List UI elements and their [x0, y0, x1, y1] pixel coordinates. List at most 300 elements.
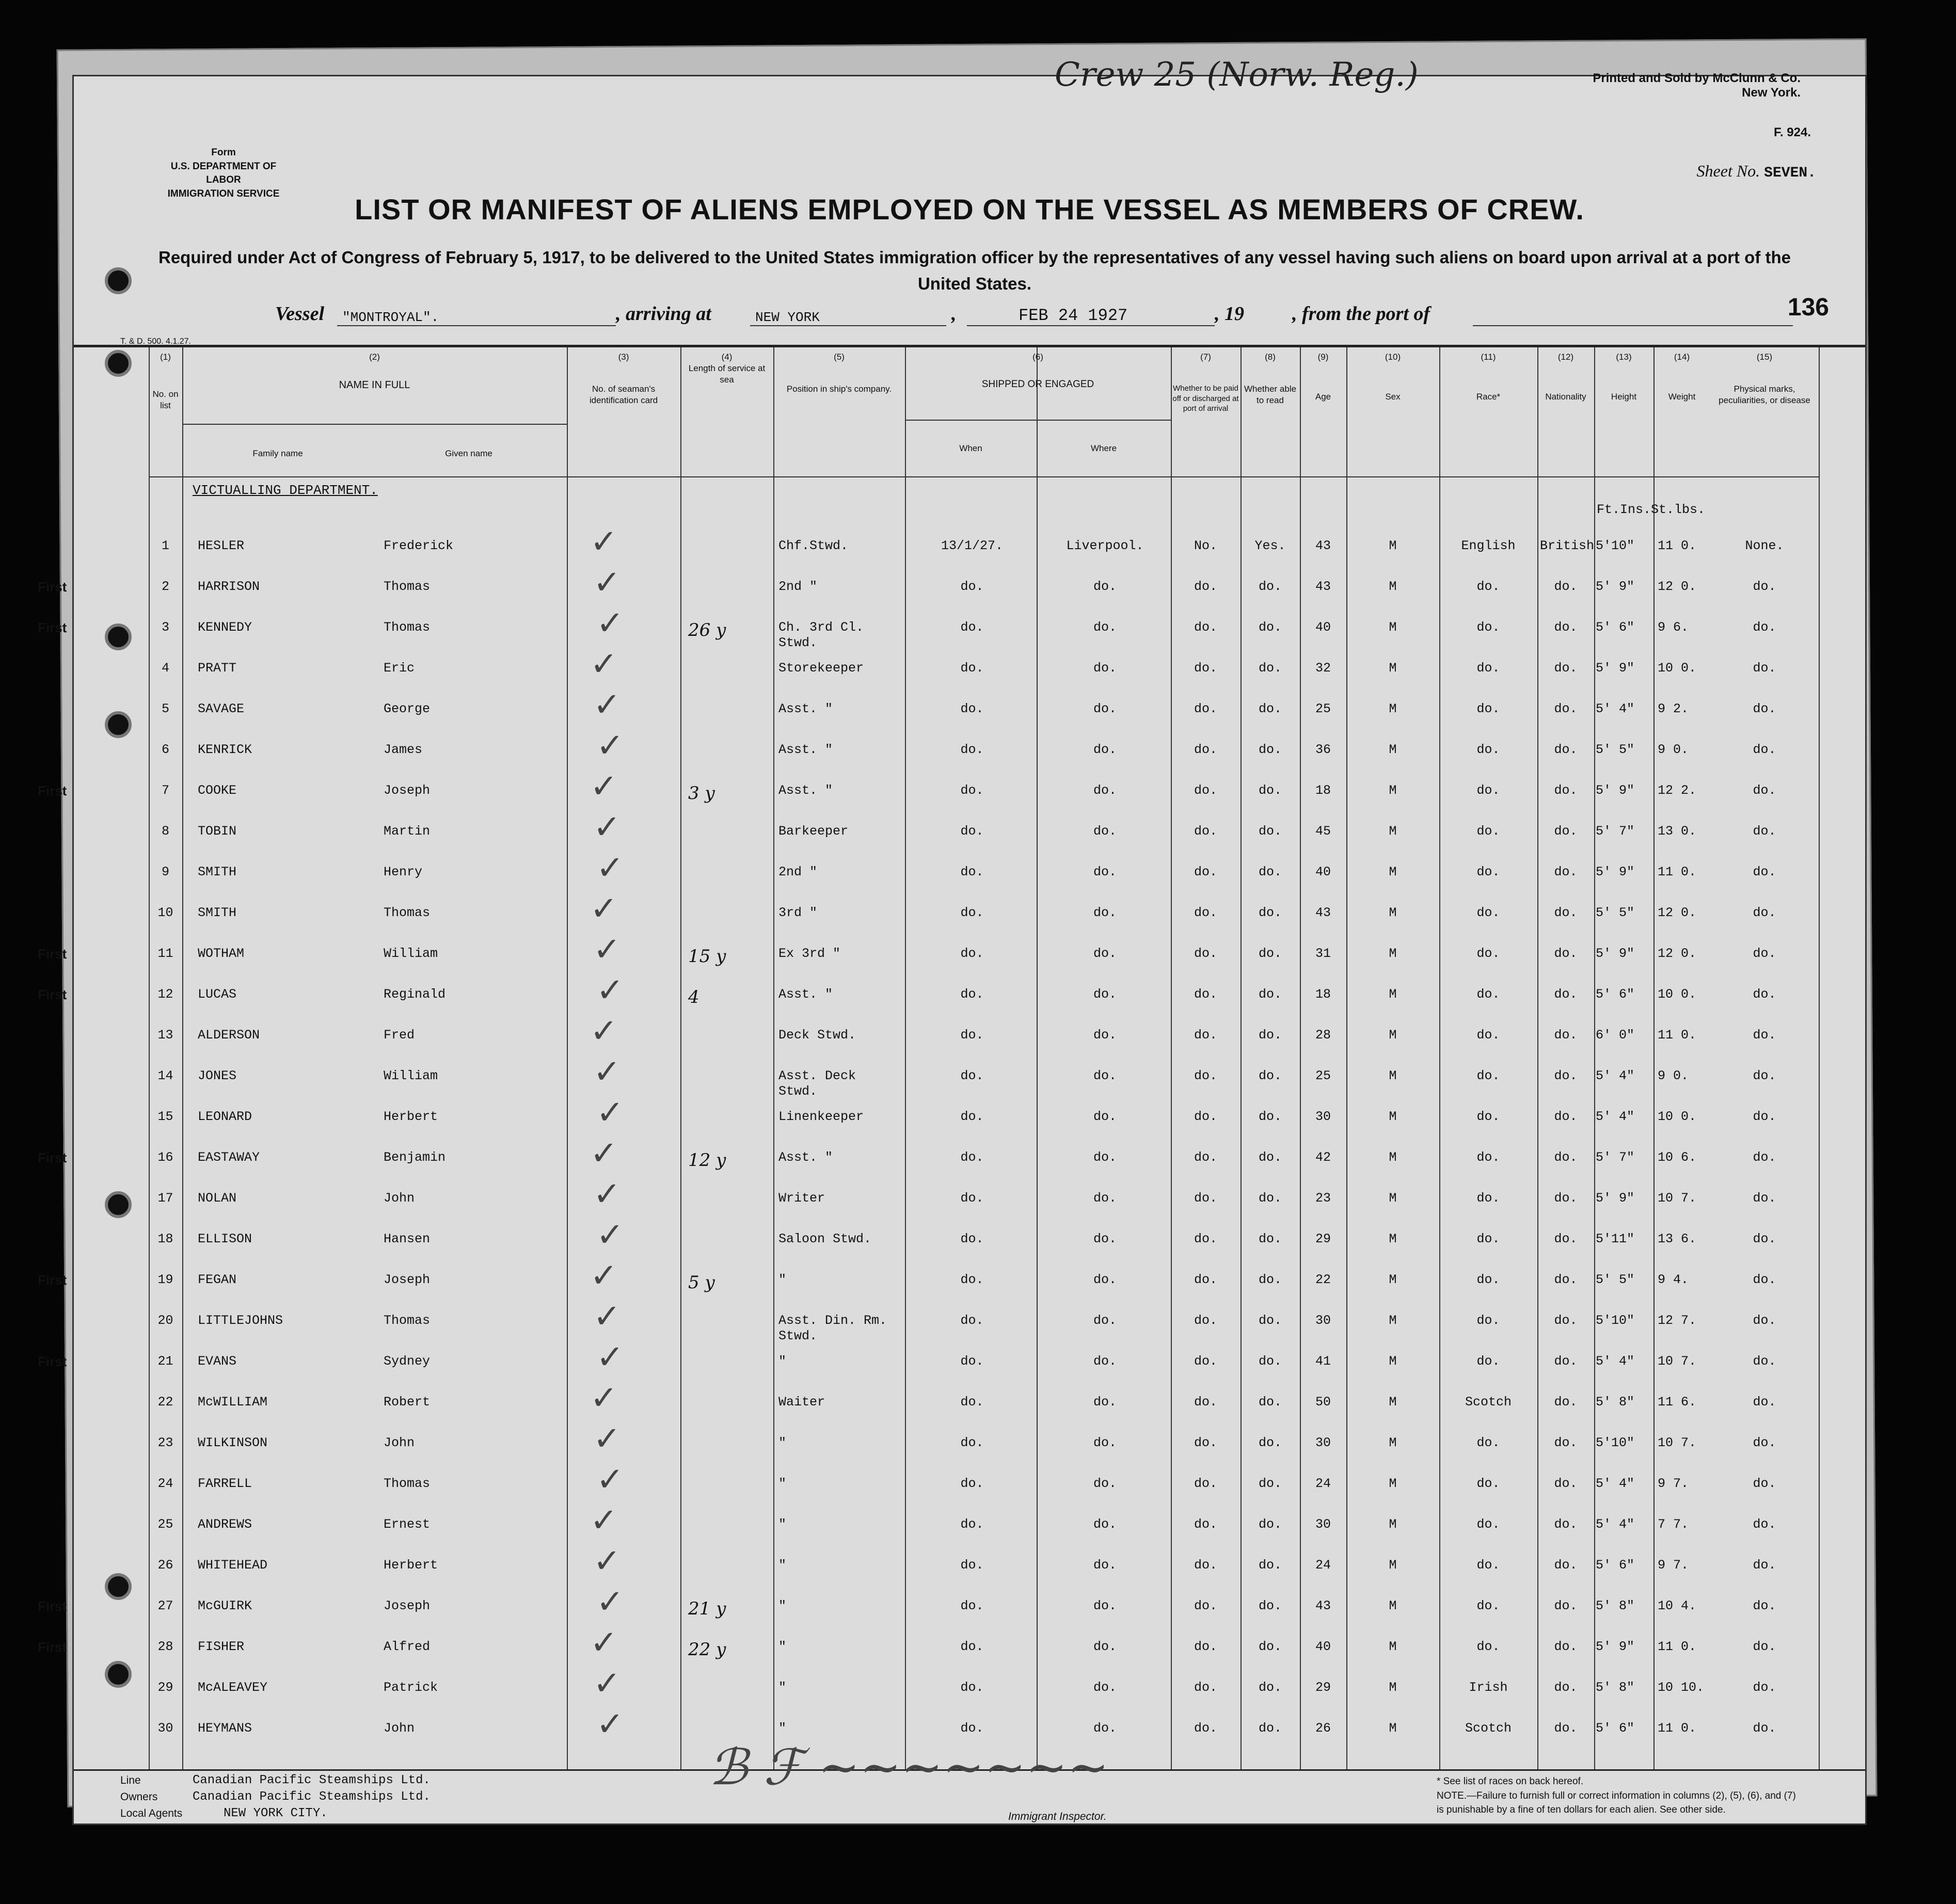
cell-note: First [38, 620, 67, 635]
cell-weight: 9 0. [1658, 742, 1689, 757]
cell-marks: do. [1753, 1639, 1776, 1654]
cell-marks: do. [1753, 1435, 1776, 1450]
cell-marks: do. [1753, 905, 1776, 920]
cell-read: do. [1258, 1028, 1282, 1043]
cell-race: do. [1476, 1272, 1500, 1287]
cell-no: 8 [161, 824, 169, 839]
cell-given: Thomas [384, 579, 431, 594]
table-row [74, 1420, 1865, 1458]
cell-given: Hansen [384, 1231, 431, 1246]
cell-family: ELLISON [198, 1231, 252, 1246]
cell-when: do. [960, 620, 984, 635]
cell-where: do. [1093, 701, 1117, 716]
cell-family: LEONARD [198, 1109, 252, 1124]
cell-where: do. [1093, 579, 1117, 594]
cell-note: First [38, 1598, 67, 1614]
cell-sex: M [1389, 579, 1397, 594]
cell-read: do. [1258, 1476, 1282, 1491]
check-mark-icon: ✓ [590, 1624, 618, 1662]
cell-marks: do. [1753, 620, 1776, 635]
cell-given: John [384, 1721, 415, 1736]
cell-nationality: do. [1554, 661, 1578, 676]
cell-when: do. [960, 987, 984, 1002]
cell-race: do. [1476, 865, 1500, 879]
cell-where: do. [1093, 1435, 1117, 1450]
cell-position: " [778, 1680, 787, 1695]
cell-age: 26 [1315, 1721, 1331, 1736]
cell-note: First [38, 1639, 67, 1655]
cell-paid: do. [1194, 1395, 1217, 1410]
cell-position: 3rd " [778, 905, 818, 920]
table-row [74, 1012, 1865, 1050]
col-shipped-header: (6) SHIPPED OR ENGAGED [981, 352, 1094, 390]
cell-height: 5' 6" [1596, 1558, 1635, 1573]
cell-marks: do. [1753, 783, 1776, 798]
cell-age: 40 [1315, 1639, 1331, 1654]
cell-read: do. [1258, 946, 1282, 961]
cell-weight: 12 7. [1658, 1313, 1697, 1328]
cell-read: do. [1258, 742, 1282, 757]
cell-marks: do. [1753, 1028, 1776, 1043]
cell-no: 21 [157, 1354, 173, 1369]
cell-nationality: do. [1554, 1150, 1578, 1165]
cell-no: 22 [157, 1395, 173, 1410]
cell-sex: M [1389, 1272, 1397, 1287]
cell-age: 43 [1315, 538, 1331, 553]
cell-read: do. [1258, 1313, 1282, 1328]
cell-where: do. [1093, 1028, 1117, 1043]
cell-race: do. [1476, 1191, 1500, 1206]
cell-family: JONES [198, 1068, 237, 1083]
cell-height: 5' 4" [1596, 1517, 1635, 1532]
cell-paid: do. [1194, 824, 1217, 839]
sheet-number: Sheet No. SEVEN. [1696, 162, 1816, 181]
cell-when: do. [960, 1598, 984, 1613]
date-stamp: FEB 24 1927 [1019, 306, 1128, 325]
cell-sex: M [1389, 701, 1397, 716]
cell-where: Liverpool. [1066, 538, 1144, 553]
cell-weight: 10 7. [1658, 1191, 1697, 1206]
cell-weight: 9 0. [1658, 1068, 1689, 1083]
cell-height: 5' 7" [1596, 824, 1635, 839]
cell-paid: do. [1194, 1639, 1217, 1654]
cell-weight: 11 0. [1658, 538, 1697, 553]
col-id-card-header: (3) No. of seaman's identification card [589, 352, 658, 406]
table-row [74, 890, 1865, 928]
cell-family: SMITH [198, 905, 237, 920]
cell-position: Writer [778, 1191, 825, 1206]
cell-family: FARRELL [198, 1476, 252, 1491]
owners-value: Canadian Pacific Steamships Ltd. [193, 1790, 431, 1804]
cell-no: 20 [157, 1313, 173, 1328]
cell-no: 26 [157, 1558, 173, 1573]
cell-family: WOTHAM [198, 946, 245, 961]
cell-read: do. [1258, 620, 1282, 635]
cell-sex: M [1389, 783, 1397, 798]
cell-no: 17 [157, 1191, 173, 1206]
cell-position: Asst. Din. Rm. Stwd. [778, 1313, 887, 1343]
check-mark-icon: ✓ [590, 1501, 618, 1540]
cell-no: 18 [157, 1231, 173, 1246]
check-mark-icon: ✓ [590, 1012, 618, 1050]
cell-when: do. [960, 905, 984, 920]
cell-when: do. [960, 661, 984, 676]
check-mark-icon: ✓ [590, 767, 618, 806]
table-row [74, 1094, 1865, 1132]
cell-family: McALEAVEY [198, 1680, 268, 1695]
cell-given: Herbert [384, 1109, 438, 1124]
cell-paid: do. [1194, 742, 1217, 757]
cell-where: do. [1093, 620, 1117, 635]
cell-position: Deck Stwd. [778, 1028, 856, 1043]
cell-no: 27 [157, 1598, 173, 1613]
cell-nationality: do. [1554, 905, 1578, 920]
cell-when: do. [960, 1558, 984, 1573]
cell-paid: do. [1194, 1068, 1217, 1083]
col-no-header: (1) No. on list [152, 352, 179, 411]
cell-race: do. [1476, 987, 1500, 1002]
cell-height: 5' 6" [1596, 620, 1635, 635]
cell-when: do. [960, 1068, 984, 1083]
cell-age: 24 [1315, 1476, 1331, 1491]
cell-family: ANDREWS [198, 1517, 252, 1532]
cell-given: Thomas [384, 1476, 431, 1491]
cell-race: do. [1476, 905, 1500, 920]
cell-nationality: do. [1554, 1639, 1578, 1654]
cell-family: HEYMANS [198, 1721, 252, 1736]
cell-read: do. [1258, 661, 1282, 676]
cell-marks: do. [1753, 824, 1776, 839]
cell-height: 5'10" [1596, 1313, 1635, 1328]
cell-read: do. [1258, 1272, 1282, 1287]
cell-weight: 11 6. [1658, 1395, 1697, 1410]
td-code: T. & D. 500. 4.1.27. [120, 337, 191, 346]
col-race-header: (11) Race* [1476, 352, 1501, 402]
cell-read: do. [1258, 1150, 1282, 1165]
cell-family: HESLER [198, 538, 245, 553]
cell-position: Waiter [778, 1395, 825, 1410]
cell-age: 43 [1315, 1598, 1331, 1613]
check-mark-icon: ✓ [590, 1257, 618, 1295]
cell-height: 5' 5" [1596, 905, 1635, 920]
cell-sex: M [1389, 1109, 1397, 1124]
cell-weight: 12 2. [1658, 783, 1697, 798]
col-read-header: (8) Whether able to read [1244, 352, 1297, 406]
cell-where: do. [1093, 946, 1117, 961]
cell-age: 18 [1315, 987, 1331, 1002]
cell-marks: do. [1753, 1272, 1776, 1287]
cell-sex: M [1389, 742, 1397, 757]
cell-height: 5' 4" [1596, 1354, 1635, 1369]
cell-paid: do. [1194, 905, 1217, 920]
cell-sex: M [1389, 1721, 1397, 1736]
cell-sex: M [1389, 905, 1397, 920]
cell-nationality: do. [1554, 1354, 1578, 1369]
cell-marks: do. [1753, 1109, 1776, 1124]
cell-race: do. [1476, 946, 1500, 961]
cell-age: 43 [1315, 905, 1331, 920]
check-mark-icon: ✓ [590, 1134, 618, 1173]
cell-weight: 10 0. [1658, 661, 1697, 676]
cell-weight: 9 7. [1658, 1476, 1689, 1491]
cell-given: Benjamin [384, 1150, 446, 1165]
cell-service: 4 [688, 987, 699, 1007]
cell-race: do. [1476, 620, 1500, 635]
cell-nationality: do. [1554, 783, 1578, 798]
table-row [74, 808, 1865, 846]
check-mark-icon: ✓ [593, 808, 621, 846]
cell-no: 25 [157, 1517, 173, 1532]
cell-paid: do. [1194, 1517, 1217, 1532]
table-row [38, 1134, 1865, 1173]
cell-family: HARRISON [198, 579, 260, 594]
table-row [74, 523, 1865, 561]
cell-position: Storekeeper [778, 661, 864, 676]
cell-weight: 11 0. [1658, 1639, 1697, 1654]
cell-sex: M [1389, 1068, 1397, 1083]
cell-position: " [778, 1354, 787, 1369]
check-mark-icon: ✓ [590, 523, 618, 561]
table-row [38, 767, 1865, 806]
check-mark-icon: ✓ [596, 1338, 624, 1377]
cell-age: 22 [1315, 1272, 1331, 1287]
cell-age: 29 [1315, 1231, 1331, 1246]
cell-race: do. [1476, 1558, 1500, 1573]
cell-marks: do. [1753, 1313, 1776, 1328]
cell-weight: 10 6. [1658, 1150, 1697, 1165]
cell-sex: M [1389, 1558, 1397, 1573]
cell-read: do. [1258, 987, 1282, 1002]
cell-position: Linenkeeper [778, 1109, 864, 1124]
arrival-port: NEW YORK [755, 310, 820, 325]
cell-weight: 10 10. [1658, 1680, 1705, 1695]
check-mark-icon: ✓ [590, 890, 618, 928]
cell-no: 2 [161, 579, 169, 594]
cell-family: EASTAWAY [198, 1150, 260, 1165]
cell-position: Asst. " [778, 987, 833, 1002]
footer: Line Canadian Pacific Steamships Ltd. Owners Canadian Pacific Steamships Ltd. Local Agents NEW YORK CITY. Immigrant Inspector. * See list of races on back hereof. NOTE.—Failure to furnish full or correct information in columns (2), (5), (6), and (7) is punishable by a fine of ten dollars for each alien. See other side. [120, 1773, 1796, 1822]
cell-family: COOKE [198, 783, 237, 798]
cell-sex: M [1389, 1191, 1397, 1206]
cell-position: Asst. " [778, 742, 833, 757]
cell-where: do. [1093, 1639, 1117, 1654]
cell-marks: None. [1745, 538, 1784, 553]
cell-given: Henry [384, 865, 423, 879]
check-mark-icon: ✓ [593, 1298, 621, 1336]
table-row [74, 1298, 1865, 1343]
cell-paid: do. [1194, 579, 1217, 594]
cell-family: PRATT [198, 661, 237, 676]
cell-marks: do. [1753, 1721, 1776, 1736]
cell-service: 15 y [688, 946, 726, 967]
cell-service: 3 y [688, 783, 715, 804]
col-weight-header: (14) Weight [1668, 352, 1696, 402]
cell-height: 5'10" [1596, 538, 1635, 553]
cell-sex: M [1389, 620, 1397, 635]
cell-paid: do. [1194, 620, 1217, 635]
department-block: Form U.S. DEPARTMENT OF LABOR IMMIGRATION SERVICE [167, 147, 280, 199]
cell-weight: 10 7. [1658, 1354, 1697, 1369]
cell-weight: 9 7. [1658, 1558, 1689, 1573]
cell-nationality: do. [1554, 1231, 1578, 1246]
check-mark-icon: ✓ [596, 1094, 624, 1132]
cell-family: McWILLIAM [198, 1395, 268, 1410]
cell-read: do. [1258, 1517, 1282, 1532]
cell-weight: 11 0. [1658, 1721, 1697, 1736]
table-row [74, 1379, 1865, 1417]
check-mark-icon: ✓ [593, 1542, 621, 1580]
cell-when: do. [960, 701, 984, 716]
section-heading: VICTUALLING DEPARTMENT. [193, 483, 378, 498]
cell-where: do. [1093, 783, 1117, 798]
cell-paid: do. [1194, 661, 1217, 676]
cell-position: " [778, 1272, 787, 1287]
cell-race: do. [1476, 1354, 1500, 1369]
cell-nationality: do. [1554, 824, 1578, 839]
cell-no: 5 [161, 701, 169, 716]
cell-note: First [38, 987, 67, 1002]
cell-race: do. [1476, 1109, 1500, 1124]
cell-no: 6 [161, 742, 169, 757]
cell-no: 13 [157, 1028, 173, 1043]
cell-where: do. [1093, 1517, 1117, 1532]
cell-when: do. [960, 1395, 984, 1410]
cell-race: do. [1476, 783, 1500, 798]
cell-nationality: do. [1554, 579, 1578, 594]
cell-service: 5 y [688, 1272, 715, 1293]
cell-read: do. [1258, 1395, 1282, 1410]
cell-age: 29 [1315, 1680, 1331, 1695]
cell-no: 28 [157, 1639, 173, 1654]
cell-nationality: do. [1554, 865, 1578, 879]
cell-marks: do. [1753, 987, 1776, 1002]
cell-sex: M [1389, 1395, 1397, 1410]
punch-hole [105, 267, 132, 294]
cell-read: do. [1258, 1680, 1282, 1695]
cell-when: 13/1/27. [941, 538, 1004, 553]
cell-where: do. [1093, 1313, 1117, 1328]
cell-nationality: do. [1554, 1313, 1578, 1328]
cell-marks: do. [1753, 865, 1776, 879]
manifest-page [38, 56, 1867, 1825]
cell-where: do. [1093, 1680, 1117, 1695]
check-mark-icon: ✓ [593, 1053, 621, 1091]
cell-where: do. [1093, 1354, 1117, 1369]
cell-given: Joseph [384, 1272, 431, 1287]
cell-age: 30 [1315, 1435, 1331, 1450]
table-row [38, 1624, 1865, 1662]
cell-age: 31 [1315, 946, 1331, 961]
table-row [74, 1501, 1865, 1540]
cell-paid: do. [1194, 1191, 1217, 1206]
cell-where: do. [1093, 1231, 1117, 1246]
cell-weight: 11 0. [1658, 1028, 1697, 1043]
col-nationality-header: (12) Nationality [1545, 352, 1586, 402]
cell-where: do. [1093, 1150, 1117, 1165]
cell-nationality: do. [1554, 1395, 1578, 1410]
cell-note: First [38, 946, 67, 962]
cell-given: Thomas [384, 1313, 431, 1328]
cell-position: " [778, 1639, 787, 1654]
cell-read: do. [1258, 905, 1282, 920]
cell-given: Alfred [384, 1639, 431, 1654]
cell-no: 1 [161, 538, 169, 553]
cell-marks: do. [1753, 1354, 1776, 1369]
cell-paid: do. [1194, 1313, 1217, 1328]
cell-age: 25 [1315, 1068, 1331, 1083]
cell-height: 5' 9" [1596, 783, 1635, 798]
cell-position: " [778, 1476, 787, 1491]
cell-no: 9 [161, 865, 169, 879]
cell-paid: do. [1194, 1435, 1217, 1450]
cell-paid: do. [1194, 701, 1217, 716]
page-number: 136 [1787, 294, 1829, 321]
check-mark-icon: ✓ [596, 849, 624, 887]
cell-where: do. [1093, 661, 1117, 676]
cell-when: do. [960, 1272, 984, 1287]
cell-marks: do. [1753, 1231, 1776, 1246]
cell-note: First [38, 579, 67, 595]
cell-height: 5' 4" [1596, 701, 1635, 716]
cell-position: 2nd " [778, 865, 818, 879]
cell-weight: 13 0. [1658, 824, 1697, 839]
cell-nationality: do. [1554, 1109, 1578, 1124]
crew-rows [38, 347, 1865, 1769]
cell-no: 24 [157, 1476, 173, 1491]
cell-when: do. [960, 1476, 984, 1491]
cell-no: 16 [157, 1150, 173, 1165]
cell-nationality: British [1540, 538, 1595, 553]
cell-marks: do. [1753, 1598, 1776, 1613]
cell-age: 30 [1315, 1109, 1331, 1124]
cell-height: 5' 9" [1596, 865, 1635, 879]
cell-no: 14 [157, 1068, 173, 1083]
cell-sex: M [1389, 1639, 1397, 1654]
cell-age: 36 [1315, 742, 1331, 757]
cell-weight: 11 0. [1658, 865, 1697, 879]
cell-age: 42 [1315, 1150, 1331, 1165]
cell-sex: M [1389, 946, 1397, 961]
cell-family: FISHER [198, 1639, 245, 1654]
check-mark-icon: ✓ [596, 727, 624, 765]
cell-given: Joseph [384, 783, 431, 798]
cell-race: do. [1476, 661, 1500, 676]
cell-no: 19 [157, 1272, 173, 1287]
cell-read: do. [1258, 1231, 1282, 1246]
cell-race: do. [1476, 1068, 1500, 1083]
cell-when: do. [960, 946, 984, 961]
cell-height: 5' 4" [1596, 1109, 1635, 1124]
cell-given: George [384, 701, 431, 716]
cell-given: Martin [384, 824, 431, 839]
vessel-name: "MONTROYAL". [342, 310, 439, 325]
cell-read: do. [1258, 1109, 1282, 1124]
check-mark-icon: ✓ [593, 564, 621, 602]
table-row [38, 1257, 1865, 1295]
cell-sex: M [1389, 1517, 1397, 1532]
cell-age: 23 [1315, 1191, 1331, 1206]
cell-no: 23 [157, 1435, 173, 1450]
cell-marks: do. [1753, 1191, 1776, 1206]
cell-where: do. [1093, 905, 1117, 920]
cell-height: 5' 6" [1596, 987, 1635, 1002]
cell-sex: M [1389, 1680, 1397, 1695]
cell-when: do. [960, 1231, 984, 1246]
check-mark-icon: ✓ [596, 604, 624, 643]
cell-age: 30 [1315, 1313, 1331, 1328]
table-row [38, 564, 1865, 602]
cell-age: 40 [1315, 620, 1331, 635]
